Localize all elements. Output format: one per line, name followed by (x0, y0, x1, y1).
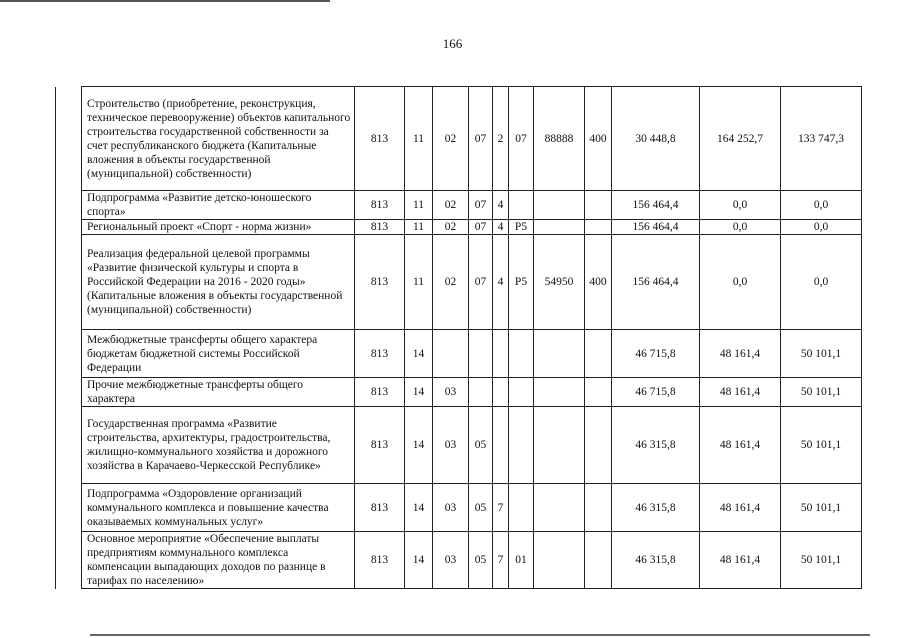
value-cell-y2: 0,0 (700, 235, 781, 330)
value-cell-y2: 48 161,4 (700, 484, 781, 532)
value-cell-p3 (509, 330, 534, 378)
value-cell-y2: 0,0 (700, 191, 781, 220)
value-cell-rz: 11 (405, 235, 433, 330)
value-cell-p3 (509, 484, 534, 532)
value-cell-y2: 0,0 (700, 220, 781, 235)
value-cell-rz: 14 (405, 378, 433, 407)
blank-cell (56, 330, 82, 378)
value-cell-ved: 813 (355, 532, 405, 589)
value-cell-p4 (534, 532, 585, 589)
value-cell-y1: 30 448,8 (612, 87, 700, 191)
value-cell-y2: 48 161,4 (700, 532, 781, 589)
value-cell-rz: 11 (405, 87, 433, 191)
value-cell-ved: 813 (355, 407, 405, 484)
value-cell-p1: 07 (469, 220, 493, 235)
value-cell-p2: 4 (493, 220, 509, 235)
value-cell-y2: 48 161,4 (700, 378, 781, 407)
value-cell-y1: 46 715,8 (612, 378, 700, 407)
value-cell-y2: 164 252,7 (700, 87, 781, 191)
value-cell-rz: 14 (405, 484, 433, 532)
value-cell-y3: 50 101,1 (781, 330, 862, 378)
row-title-cell: Основное мероприятие «Обеспечение выплаты предприятиям коммунального комплекса компенсации выпадающих доходов по разнице в тарифах по населению» (82, 532, 355, 589)
row-title-cell: Подпрограмма «Оздоровление организаций коммунального комплекса и повышение качества оказываемых коммунальных услуг» (82, 484, 355, 532)
value-cell-p3: P5 (509, 220, 534, 235)
value-cell-p3: 07 (509, 87, 534, 191)
value-cell-p2 (493, 378, 509, 407)
blank-cell (56, 235, 82, 330)
value-cell-p4 (534, 378, 585, 407)
value-cell-p4 (534, 220, 585, 235)
value-cell-ved: 813 (355, 220, 405, 235)
table-row (56, 330, 862, 378)
row-title-cell: Реализация федеральной целевой программы «Развитие физической культуры и спорта в Российской Федерации на 2016 - 2020 годы» (Капитальные вложения в объекты государственной (муниципальной) собственности) (82, 235, 355, 330)
value-cell-y1: 46 715,8 (612, 330, 700, 378)
value-cell-rz: 14 (405, 532, 433, 589)
value-cell-y2: 48 161,4 (700, 330, 781, 378)
value-cell-vr (585, 532, 612, 589)
value-cell-pr: 03 (433, 378, 469, 407)
value-cell-p2: 7 (493, 532, 509, 589)
table-row (56, 87, 862, 191)
value-cell-p1: 05 (469, 532, 493, 589)
value-cell-p4 (534, 191, 585, 220)
value-cell-ved: 813 (355, 87, 405, 191)
value-cell-pr: 02 (433, 220, 469, 235)
value-cell-p2: 7 (493, 484, 509, 532)
blank-cell (56, 484, 82, 532)
value-cell-vr: 400 (585, 235, 612, 330)
table-row (56, 378, 862, 407)
value-cell-pr: 02 (433, 191, 469, 220)
value-cell-ved: 813 (355, 191, 405, 220)
table-row (56, 235, 862, 330)
value-cell-vr: 400 (585, 87, 612, 191)
value-cell-y3: 50 101,1 (781, 532, 862, 589)
table-row (56, 191, 862, 220)
value-cell-y1: 46 315,8 (612, 484, 700, 532)
value-cell-y1: 46 315,8 (612, 532, 700, 589)
value-cell-rz: 14 (405, 407, 433, 484)
value-cell-p3: 01 (509, 532, 534, 589)
row-title-cell: Межбюджетные трансферты общего характера бюджетам бюджетной системы Российской Федерации (82, 330, 355, 378)
value-cell-p3 (509, 407, 534, 484)
row-title-cell: Строительство (приобретение, реконструкция, техническое перевооружение) объектов капитального строительства государственной собственности за счет республиканского бюджета (Капитальные вложения в объекты государственной (муниципальной) собственности) (82, 87, 355, 191)
value-cell-y3: 0,0 (781, 220, 862, 235)
value-cell-y3: 133 747,3 (781, 87, 862, 191)
value-cell-p1: 07 (469, 235, 493, 330)
value-cell-p2 (493, 330, 509, 378)
value-cell-p2: 4 (493, 191, 509, 220)
value-cell-p2: 2 (493, 87, 509, 191)
value-cell-p1 (469, 330, 493, 378)
value-cell-pr: 03 (433, 407, 469, 484)
value-cell-vr (585, 484, 612, 532)
blank-cell (56, 532, 82, 589)
value-cell-y3: 50 101,1 (781, 407, 862, 484)
value-cell-p4 (534, 407, 585, 484)
value-cell-vr (585, 330, 612, 378)
row-title-cell: Подпрограмма «Развитие детско-юношеского спорта» (82, 191, 355, 220)
value-cell-p3: P5 (509, 235, 534, 330)
table-row (56, 220, 862, 235)
value-cell-rz: 11 (405, 220, 433, 235)
value-cell-y1: 156 464,4 (612, 220, 700, 235)
value-cell-p4: 88888 (534, 87, 585, 191)
value-cell-y3: 0,0 (781, 235, 862, 330)
blank-cell (56, 87, 82, 191)
value-cell-ved: 813 (355, 484, 405, 532)
table-row (56, 407, 862, 484)
value-cell-vr (585, 378, 612, 407)
table-row (56, 484, 862, 532)
value-cell-p2 (493, 407, 509, 484)
value-cell-rz: 14 (405, 330, 433, 378)
value-cell-p4: 54950 (534, 235, 585, 330)
value-cell-pr: 03 (433, 484, 469, 532)
value-cell-p1: 07 (469, 87, 493, 191)
value-cell-p4 (534, 484, 585, 532)
value-cell-y1: 156 464,4 (612, 235, 700, 330)
value-cell-p2: 4 (493, 235, 509, 330)
value-cell-pr: 02 (433, 235, 469, 330)
value-cell-ved: 813 (355, 330, 405, 378)
blank-cell (56, 191, 82, 220)
blank-cell (56, 220, 82, 235)
row-title-cell: Региональный проект «Спорт - норма жизни» (82, 220, 355, 235)
value-cell-p1: 05 (469, 484, 493, 532)
blank-cell (56, 378, 82, 407)
value-cell-p3 (509, 191, 534, 220)
bottom-rule (90, 634, 870, 636)
page-number: 166 (442, 36, 463, 51)
value-cell-p1 (469, 378, 493, 407)
value-cell-y1: 156 464,4 (612, 191, 700, 220)
row-title-cell: Прочие межбюджетные трансферты общего характера (82, 378, 355, 407)
value-cell-vr (585, 191, 612, 220)
value-cell-vr (585, 220, 612, 235)
value-cell-pr: 03 (433, 532, 469, 589)
row-title-cell: Государственная программа «Развитие строительства, архитектуры, градостроительства, жилищно-коммунального хозяйства и дорожного хозяйства в Карачаево-Черкесской Республике» (82, 407, 355, 484)
top-rule (0, 0, 330, 2)
value-cell-ved: 813 (355, 378, 405, 407)
value-cell-p4 (534, 330, 585, 378)
value-cell-y3: 50 101,1 (781, 378, 862, 407)
budget-table (55, 86, 862, 589)
value-cell-y1: 46 315,8 (612, 407, 700, 484)
value-cell-ved: 813 (355, 235, 405, 330)
value-cell-rz: 11 (405, 191, 433, 220)
value-cell-p1: 07 (469, 191, 493, 220)
value-cell-vr (585, 407, 612, 484)
value-cell-y2: 48 161,4 (700, 407, 781, 484)
value-cell-pr: 02 (433, 87, 469, 191)
value-cell-pr (433, 330, 469, 378)
value-cell-y3: 0,0 (781, 191, 862, 220)
value-cell-y3: 50 101,1 (781, 484, 862, 532)
table-row (56, 532, 862, 589)
value-cell-p1: 05 (469, 407, 493, 484)
value-cell-p3 (509, 378, 534, 407)
blank-cell (56, 407, 82, 484)
